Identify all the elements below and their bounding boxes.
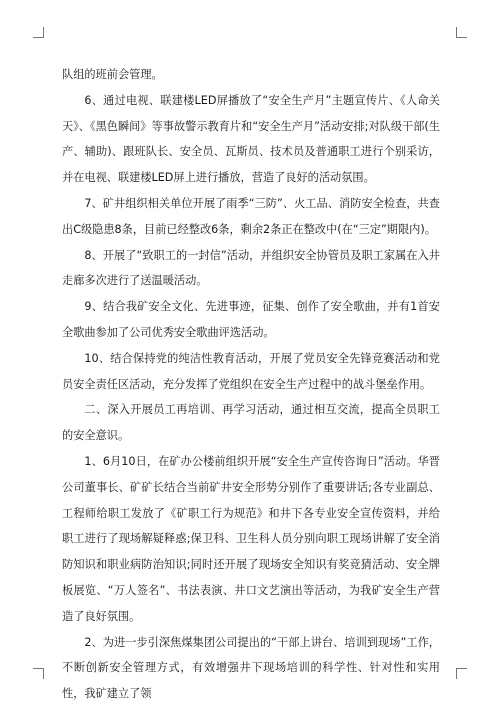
paragraph-item-9: 9、结合我矿安全文化、先进事迹，征集、创作了安全歌曲，并有1首安全歌曲参加了公司优秀安全歌曲评选活动。 — [62, 300, 440, 339]
crop-mark-top-right — [456, 27, 467, 38]
paragraph-item-10: 10、结合保持党的纯洁性教育活动，开展了党员安全先锋竞赛活动和党员安全责任区活动，充分发挥了党组织在安全生产过程中的战斗堡垒作用。 — [62, 351, 440, 391]
section-heading-2: 二、深入开展员工再培训、再学习活动，通过相互交流，提高全员职工的安全意识。 — [62, 403, 440, 443]
paragraph-continuation: 队组的班前会管理。 — [62, 68, 163, 81]
document-body — [62, 62, 440, 707]
paragraph-item-6: 6、通过电视、联建楼LED屏播放了“安全生产月”主题宣传片、《人命关天》、《黑色瞬间》等事故警示教育片和“安全生产月”活动安排;对队级干部(生产、辅助)、跟班队长、安全员、瓦斯员、技术员及普通职工进行个别采访，并在电视、联建楼LED屏上进行播放，营造了良好的活动氛围。 — [62, 93, 440, 185]
paragraph-item-7: 7、矿井组织相关单位开展了雨季“三防”、火工品、消防安全检查，共查出C级隐患8条，目前已经整改6条，剩余2条正在整改中(在“三定”期限内)。 — [62, 196, 440, 236]
paragraph-sub-item-2: 2、为进一步引深焦煤集团公司提出的“干部上讲台、培训到现场”工作，不断创新安全管理方式，有效增强井下现场培训的科学性、针对性和实用性，我矿建立了领 — [62, 635, 440, 701]
crop-mark-top-left — [33, 27, 44, 38]
paragraph-sub-item-1: 1、6月10日，在矿办公楼前组织开展“安全生产宣传咨询日”活动。华晋公司董事长、矿矿长结合当前矿井安全形势分别作了重要讲话;各专业副总、工程师给职工发放了《矿职工行为规范》和井下各专业安全宣传资料，并给职工进行了现场解疑释惑;保卫科、卫生科人员分别向职工现场讲解了安全消防知识和职业病防治知识;同时还开展了现场安全知识有奖竞猜活动、安全牌板展览、“万人签名”、书法表演、井口文艺演出等活动，为我矿安全生产营造了良好氛围。 — [62, 454, 440, 623]
paragraph-item-8: 8、开展了“致职工的一封信”活动，并组织安全协管员及职工家属在入井走廊多次进行了送温暖活动。 — [62, 248, 440, 288]
crop-mark-bottom-right — [456, 668, 467, 679]
crop-mark-bottom-left — [33, 668, 44, 679]
